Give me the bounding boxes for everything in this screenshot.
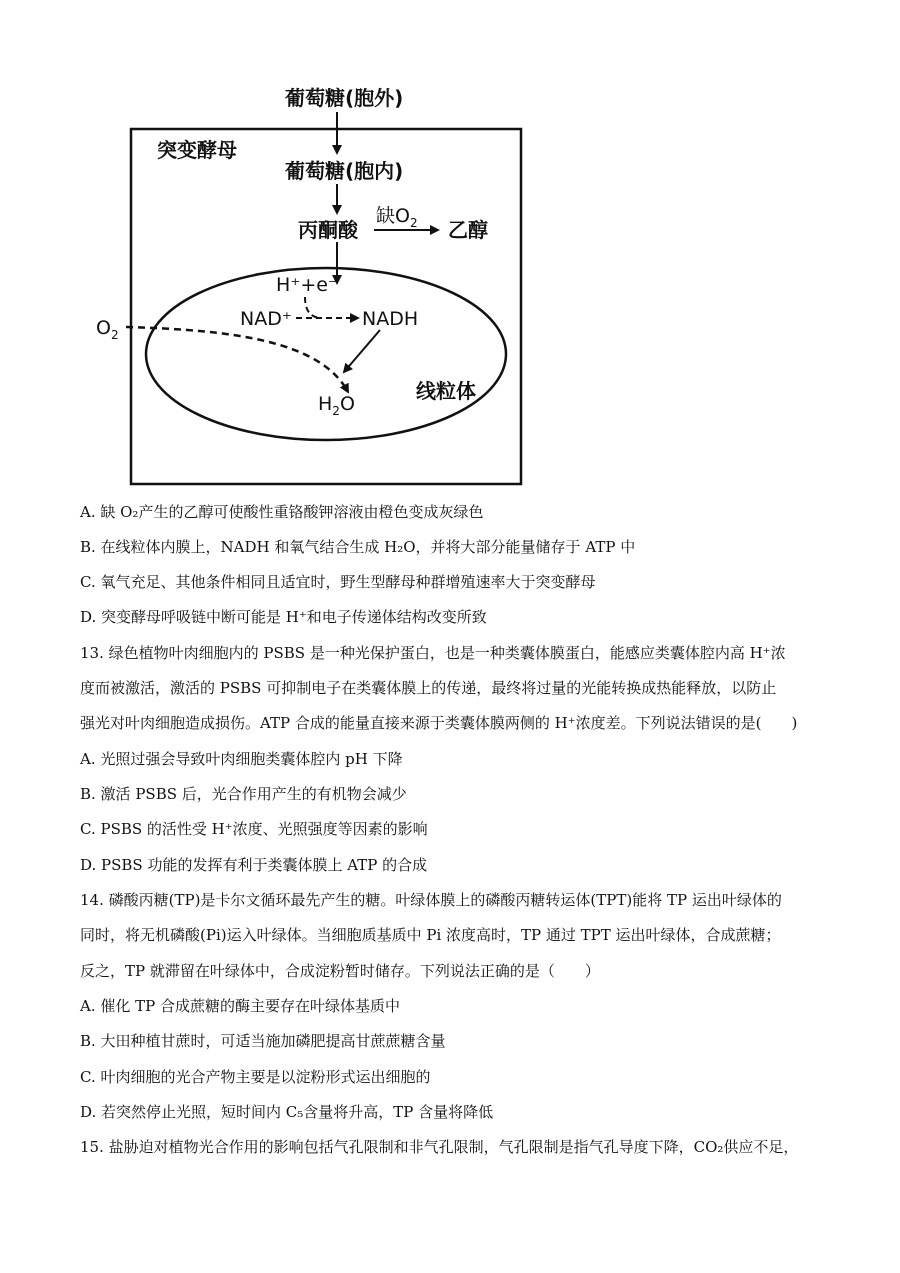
label-nad-plus: NAD⁺ [240,308,292,330]
label-nadh: NADH [362,308,419,330]
q12-option-d: D. 突变酵母呼吸链中断可能是 H⁺和电子传递体结构改变所致 [80,608,487,626]
q12-option-a: A. 缺 O₂产生的乙醇可使酸性重铬酸钾溶液由橙色变成灰绿色 [80,503,484,521]
q14-option-a: A. 催化 TP 合成蔗糖的酶主要存在叶绿体基质中 [80,997,401,1015]
q13-stem-line-1: 13. 绿色植物叶肉细胞内的 PSBS 是一种光保护蛋白，也是一种类囊体膜蛋白，能感应类囊体腔内高 H⁺浓 [80,644,786,662]
respiration-diagram [0,0,900,500]
label-lack-o2: 缺$O_2$ [376,205,418,230]
q13-stem-line-2: 度而被激活，激活的 PSBS 可抑制电子在类囊体膜上的传递，最终将过量的光能转换成热能释放，以防止 [80,679,777,697]
label-o2: $O_2$ [96,317,119,342]
arrow-h-e-to-nad [305,297,322,318]
label-pyruvate: 丙酮酸 [298,218,358,242]
q14-option-b: B. 大田种植甘蔗时，可适当施加磷肥提高甘蔗蔗糖含量 [80,1032,446,1050]
label-glucose-outside: 葡萄糖(胞外) [285,86,404,110]
q14-option-d: D. 若突然停止光照，短时间内 C₅含量将升高，TP 含量将降低 [80,1103,494,1121]
q14-option-c: C. 叶肉细胞的光合产物主要是以淀粉形式运出细胞的 [80,1068,431,1086]
label-mitochondrion: 线粒体 [416,379,476,403]
arrow-nadh-to-h2o [344,330,380,372]
label-h2o: $H_2O$ [318,393,355,418]
label-ethanol: 乙醇 [448,218,488,242]
q14-stem-line-2: 同时，将无机磷酸(Pi)运入叶绿体。当细胞质基质中 Pi 浓度高时，TP 通过 TPT 运出叶绿体，合成蔗糖； [80,926,781,944]
label-h-plus-e: H⁺+e⁻ [276,274,338,296]
q12-option-c: C. 氧气充足、其他条件相同且适宜时，野生型酵母种群增殖速率大于突变酵母 [80,573,596,591]
label-glucose-inside: 葡萄糖(胞内) [285,159,404,183]
q14-stem-line-3: 反之，TP 就滞留在叶绿体中，合成淀粉暂时储存。下列说法正确的是（ ） [80,962,600,980]
q15-stem-line-1: 15. 盐胁迫对植物光合作用的影响包括气孔限制和非气孔限制，气孔限制是指气孔导度下降，CO₂供应不足， [80,1138,799,1156]
label-box-mutant-yeast: 突变酵母 [157,138,237,162]
q13-option-a: A. 光照过强会导致叶肉细胞类囊体腔内 pH 下降 [80,750,403,768]
q12-option-b: B. 在线粒体内膜上，NADH 和氧气结合生成 H₂O，并将大部分能量储存于 ATP 中 [80,538,636,556]
q13-stem-line-3: 强光对叶肉细胞造成损伤。ATP 合成的能量直接来源于类囊体膜两侧的 H⁺浓度差。下列说法错误的是( ) [80,714,798,732]
q13-option-c: C. PSBS 的活性受 H⁺浓度、光照强度等因素的影响 [80,820,428,838]
q13-option-d: D. PSBS 功能的发挥有利于类囊体膜上 ATP 的合成 [80,856,428,874]
q13-option-b: B. 激活 PSBS 后，光合作用产生的有机物会减少 [80,785,407,803]
arrow-o2-to-h2o [126,327,348,392]
q14-stem-line-1: 14. 磷酸丙糖(TP)是卡尔文循环最先产生的糖。叶绿体膜上的磷酸丙糖转运体(TPT)能将 TP 运出叶绿体的 [80,891,782,909]
